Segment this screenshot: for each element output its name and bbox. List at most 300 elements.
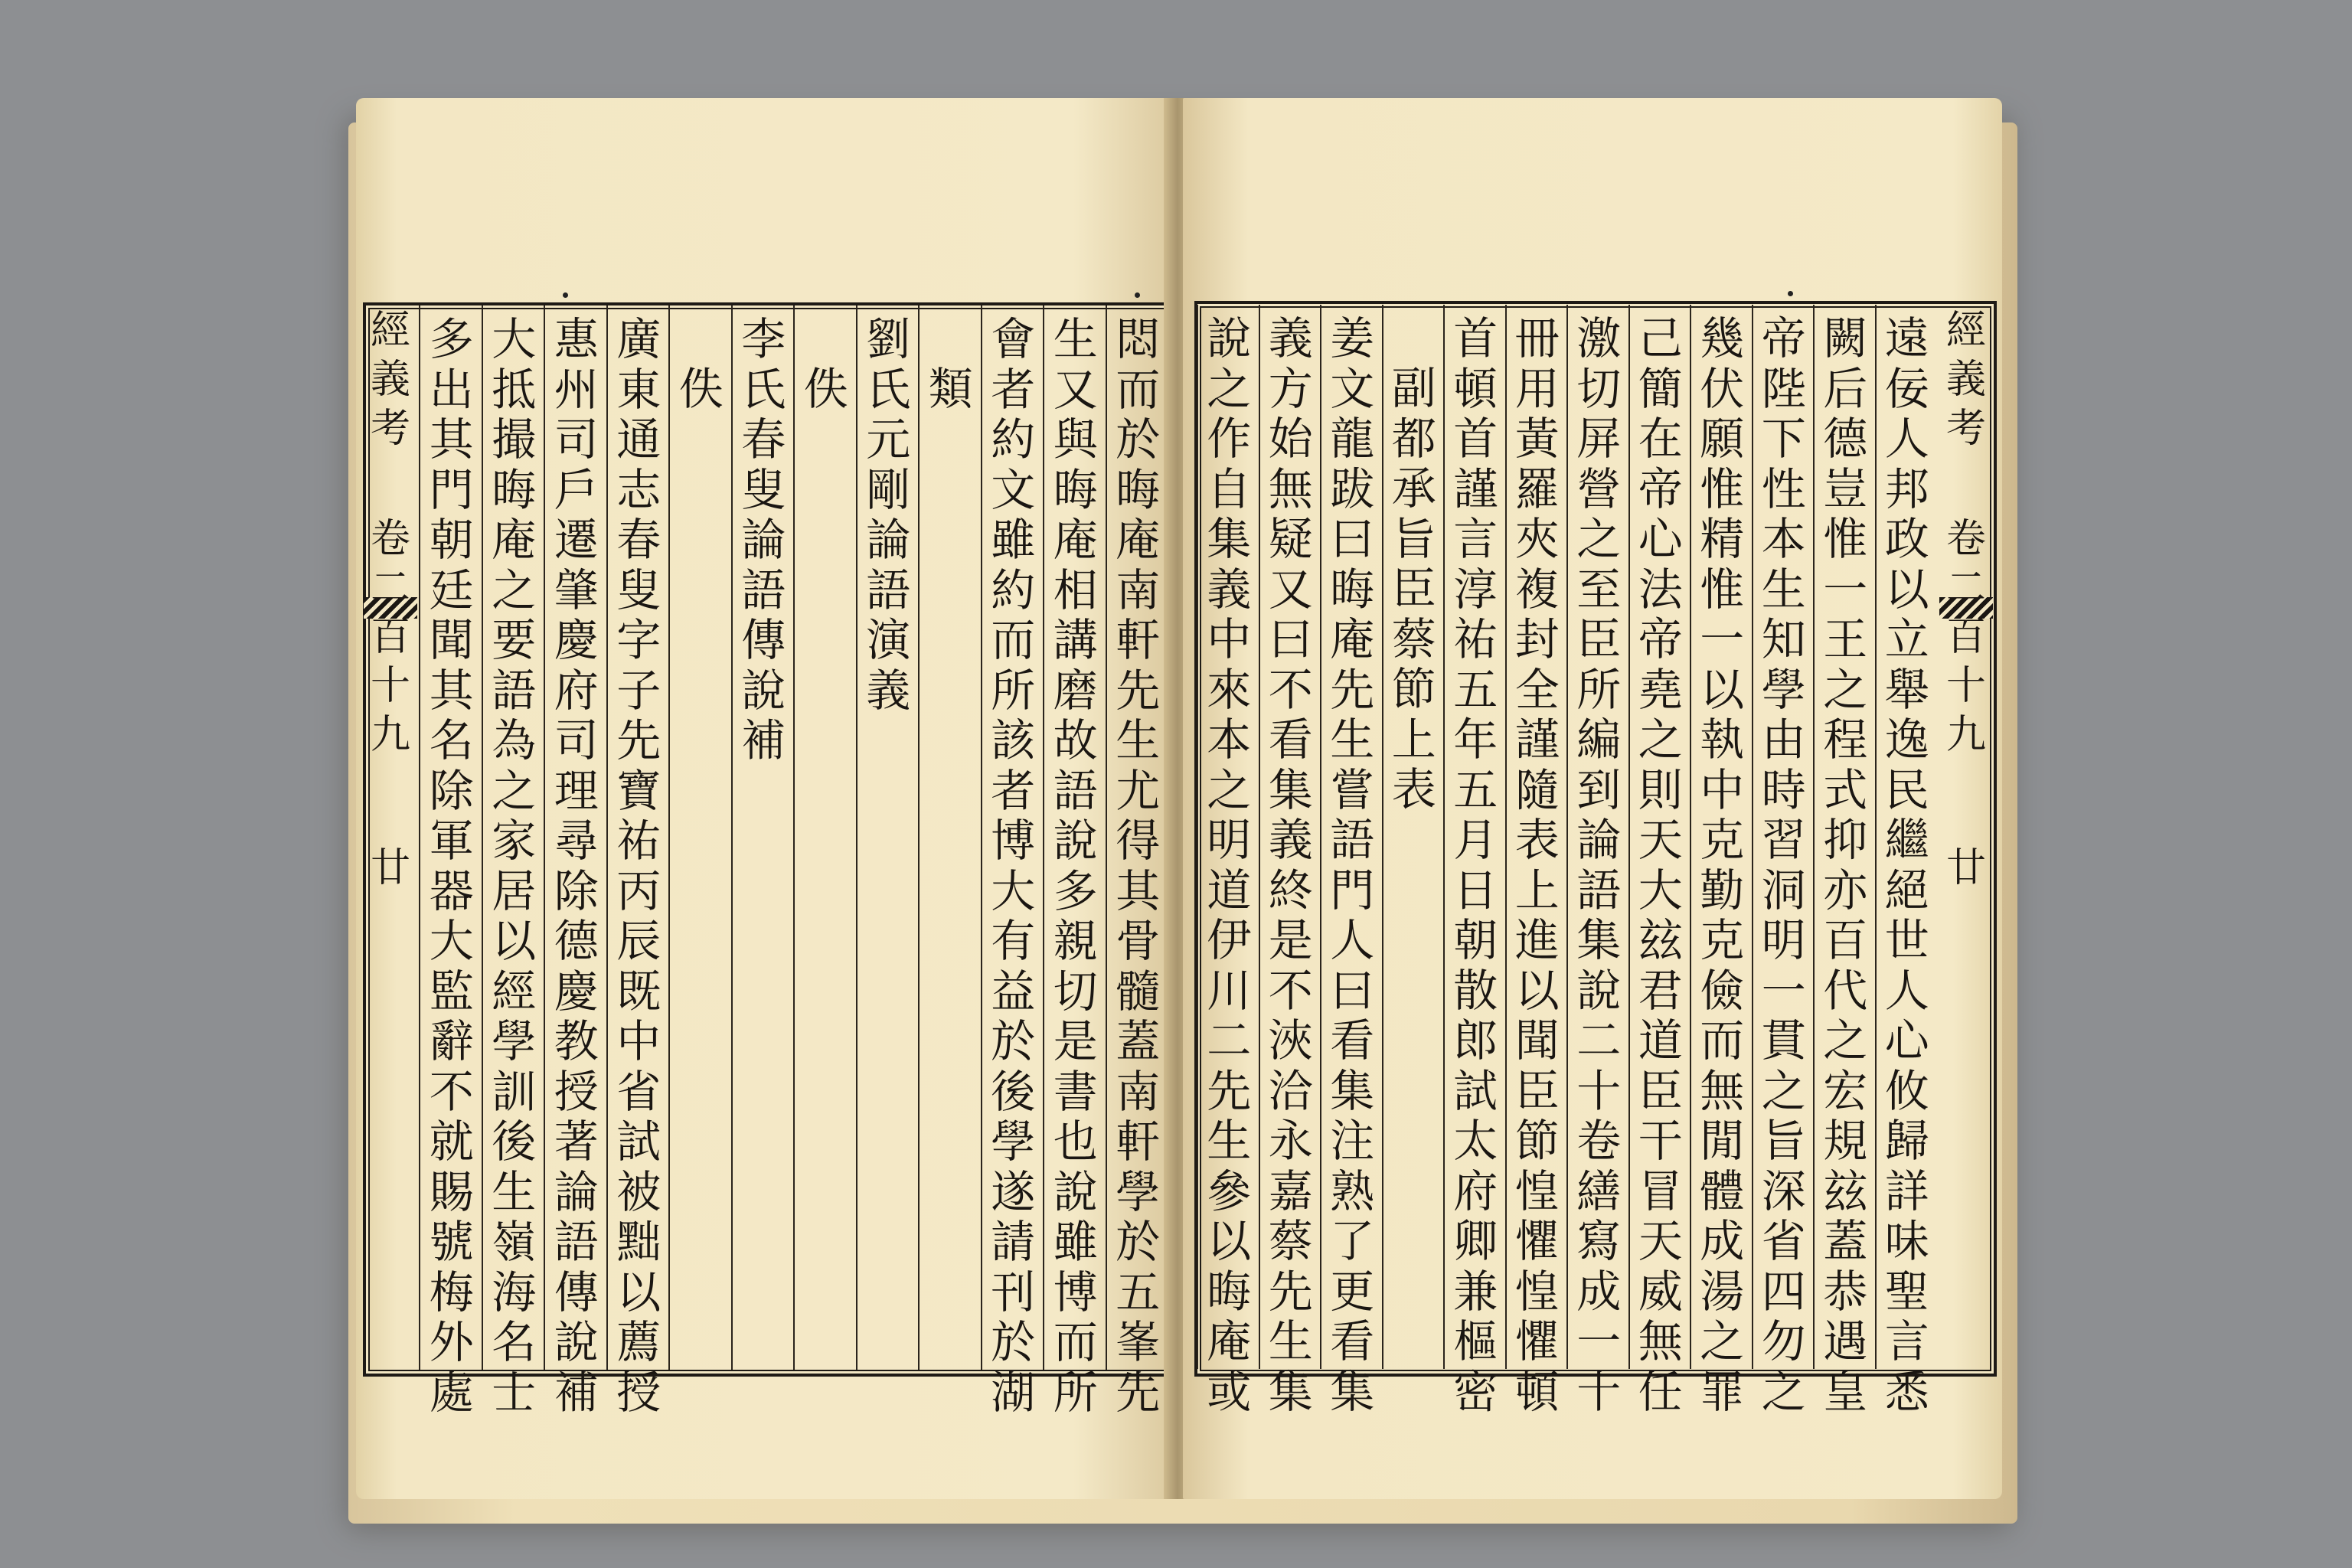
text-char: 大 xyxy=(991,864,1036,917)
text-char: 臣 xyxy=(1514,1064,1560,1117)
text-char: 寫 xyxy=(1576,1215,1622,1267)
text-char: 式 xyxy=(1823,763,1868,816)
text-char: 之 xyxy=(1823,663,1868,716)
text-char: 心 xyxy=(1638,513,1683,565)
text-char: 說 xyxy=(1576,964,1622,1017)
text-char: 上 xyxy=(1391,713,1436,766)
text-char: 來 xyxy=(1207,663,1252,716)
text-char: 論 xyxy=(741,514,786,566)
text-char: 則 xyxy=(1638,763,1683,816)
text-char: 氏 xyxy=(741,363,786,416)
text-char: 編 xyxy=(1576,714,1622,766)
text-char: 該 xyxy=(991,714,1036,766)
text-char: 刊 xyxy=(991,1266,1036,1318)
text-char: 五 xyxy=(1453,763,1498,816)
text-char: 論 xyxy=(1576,814,1622,866)
right-page xyxy=(1183,98,2002,1499)
text-char: 多 xyxy=(429,313,474,365)
text-char: 語 xyxy=(1576,864,1622,916)
text-char: 一 xyxy=(1576,1315,1622,1367)
text-char: 熟 xyxy=(1330,1165,1375,1217)
margin-char: 義 xyxy=(1945,357,1986,403)
text-char: 出 xyxy=(429,363,474,416)
left-page xyxy=(356,98,1171,1499)
text-char: 得 xyxy=(1116,815,1161,867)
text-char: 集 xyxy=(1330,1365,1375,1418)
text-char: 叟 xyxy=(616,564,662,616)
text-char: 文 xyxy=(991,463,1036,516)
text-char: 故 xyxy=(1053,714,1098,766)
column-rule xyxy=(918,305,920,1370)
text-char: 後 xyxy=(991,1065,1036,1118)
text-char: 氏 xyxy=(866,363,911,416)
text-char: 洞 xyxy=(1761,864,1806,916)
text-char: 下 xyxy=(1761,413,1806,465)
text-char: 廷 xyxy=(429,564,474,616)
text-char: 要 xyxy=(492,614,537,666)
text-char: 散 xyxy=(1453,964,1498,1017)
text-char: 為 xyxy=(492,714,537,766)
text-char: 監 xyxy=(429,965,474,1018)
text-char: 之 xyxy=(492,764,537,817)
text-char: 節 xyxy=(1514,1115,1560,1167)
text-char: 先 xyxy=(1116,1366,1161,1419)
text-char: 博 xyxy=(1053,1266,1098,1318)
text-char: 所 xyxy=(1053,1366,1098,1419)
text-char: 佚 xyxy=(678,363,724,415)
text-char: 遂 xyxy=(991,1165,1036,1218)
text-char: 慶 xyxy=(554,614,599,666)
text-char: 類 xyxy=(928,363,973,415)
text-char: 先 xyxy=(616,714,662,766)
text-char: 請 xyxy=(991,1216,1036,1268)
text-char: 門 xyxy=(1330,864,1375,916)
text-char: 於 xyxy=(1116,1216,1161,1268)
text-char: 所 xyxy=(1576,663,1622,716)
text-char: 切 xyxy=(1053,965,1098,1018)
margin-char: 九 xyxy=(370,712,410,758)
text-char: 習 xyxy=(1761,814,1806,866)
text-char: 李 xyxy=(741,313,786,365)
text-char: 其 xyxy=(429,664,474,717)
text-char: 聞 xyxy=(429,614,474,666)
text-char: 玆 xyxy=(1823,1165,1868,1217)
text-char: 頓 xyxy=(1453,362,1498,415)
text-char: 訓 xyxy=(492,1065,537,1118)
text-char: 營 xyxy=(1576,462,1622,515)
margin-char: 考 xyxy=(370,406,410,452)
text-char: 以 xyxy=(1700,663,1745,716)
text-char: 之 xyxy=(1638,714,1683,766)
text-char: 明 xyxy=(1207,814,1252,866)
text-char: 日 xyxy=(1453,864,1498,916)
text-column xyxy=(1815,314,1877,1417)
right-page-dot xyxy=(1788,291,1793,296)
text-char: 磨 xyxy=(1053,664,1098,717)
text-char: 用 xyxy=(1514,362,1560,415)
text-char: 節 xyxy=(1391,663,1436,715)
text-char: 晦 xyxy=(1116,463,1161,516)
text-column xyxy=(1260,314,1322,1417)
text-char: 明 xyxy=(1761,914,1806,966)
text-char: 惶 xyxy=(1514,1165,1560,1217)
text-char: 堯 xyxy=(1638,663,1683,716)
text-char: 太 xyxy=(1453,1115,1498,1167)
text-char: 法 xyxy=(1638,563,1683,616)
text-char: 封 xyxy=(1514,613,1560,665)
text-char: 更 xyxy=(1330,1265,1375,1318)
text-column xyxy=(1107,315,1170,1418)
text-char: 屏 xyxy=(1576,413,1622,465)
text-char: 看 xyxy=(1330,1315,1375,1367)
text-char: 終 xyxy=(1268,864,1313,916)
text-char: 補 xyxy=(554,1366,599,1419)
text-char: 後 xyxy=(492,1116,537,1168)
text-char: 名 xyxy=(429,714,474,766)
text-char: 之 xyxy=(1700,1315,1745,1367)
text-char: 由 xyxy=(1761,714,1806,766)
text-char: 庵 xyxy=(492,514,537,566)
text-char: 先 xyxy=(1330,663,1375,716)
text-char: 深 xyxy=(1761,1165,1806,1217)
text-char: 切 xyxy=(1576,362,1622,415)
text-char: 年 xyxy=(1453,714,1498,766)
text-char: 南 xyxy=(1116,1065,1161,1118)
text-char: 先 xyxy=(1207,1064,1252,1117)
text-column xyxy=(1753,314,1815,1417)
text-char: 元 xyxy=(866,413,911,466)
text-char: 旨 xyxy=(1761,1115,1806,1167)
text-char: 子 xyxy=(616,664,662,717)
text-char: 道 xyxy=(1207,864,1252,916)
text-column xyxy=(858,315,920,716)
text-char: 時 xyxy=(1761,763,1806,816)
text-char: 通 xyxy=(616,413,662,466)
text-char: 之 xyxy=(1823,1014,1868,1067)
text-char: 之 xyxy=(1761,1365,1806,1418)
text-char: 辭 xyxy=(429,1015,474,1067)
text-char: 姜 xyxy=(1330,312,1375,364)
text-char: 惶 xyxy=(1514,1265,1560,1318)
text-char: 司 xyxy=(554,413,599,466)
text-char: 帝 xyxy=(1638,613,1683,665)
text-char: 蔡 xyxy=(1268,1215,1313,1267)
text-char: 性 xyxy=(1761,462,1806,515)
text-char: 淳 xyxy=(1453,563,1498,616)
text-char: 言 xyxy=(1884,1315,1929,1367)
text-char: 先 xyxy=(1268,1265,1313,1318)
text-char: 佚 xyxy=(803,363,848,415)
text-char: 不 xyxy=(1268,663,1313,716)
text-char: 規 xyxy=(1823,1115,1868,1167)
text-char: 軒 xyxy=(1116,614,1161,666)
text-char: 處 xyxy=(429,1366,474,1419)
text-char: 夾 xyxy=(1514,513,1560,565)
text-char: 名 xyxy=(492,1316,537,1368)
text-char: 約 xyxy=(991,413,1036,466)
text-char: 於 xyxy=(1116,413,1161,466)
text-char: 遇 xyxy=(1823,1315,1868,1367)
text-char: 跋 xyxy=(1330,462,1375,515)
text-char: 語 xyxy=(741,564,786,616)
text-char: 朝 xyxy=(1453,914,1498,966)
text-char: 精 xyxy=(1700,513,1745,565)
text-char: 剛 xyxy=(866,463,911,516)
text-char: 十 xyxy=(1576,1064,1622,1117)
text-column xyxy=(1383,364,1446,815)
text-char: 省 xyxy=(1761,1215,1806,1267)
text-char: 至 xyxy=(1576,563,1622,616)
text-char: 之 xyxy=(1761,1064,1806,1117)
margin-char: 經 xyxy=(1945,308,1986,354)
text-char: 旨 xyxy=(1391,512,1436,565)
text-char: 伏 xyxy=(1700,362,1745,415)
text-char: 親 xyxy=(1053,915,1098,967)
text-char: 而 xyxy=(1116,363,1161,416)
text-char: 世 xyxy=(1884,914,1929,966)
text-char: 生 xyxy=(492,1165,537,1218)
text-char: 丙 xyxy=(616,864,662,917)
text-char: 抵 xyxy=(492,363,537,416)
text-char: 勿 xyxy=(1761,1315,1806,1367)
text-char: 宏 xyxy=(1823,1064,1868,1117)
text-char: 骨 xyxy=(1116,915,1161,967)
text-char: 體 xyxy=(1700,1165,1745,1217)
text-char: 勤 xyxy=(1700,864,1745,916)
text-char: 集 xyxy=(1268,1365,1313,1418)
text-char: 一 xyxy=(1700,613,1745,665)
text-char: 全 xyxy=(1514,663,1560,716)
text-char: 貫 xyxy=(1761,1014,1806,1067)
text-char: 以 xyxy=(492,915,537,967)
text-char: 說 xyxy=(554,1316,599,1368)
text-char: 學 xyxy=(1116,1165,1161,1218)
text-char: 蔡 xyxy=(1391,612,1436,665)
text-char: 叟 xyxy=(741,463,786,516)
text-column xyxy=(1198,314,1260,1417)
text-char: 大 xyxy=(1638,864,1683,916)
margin-char: 卷 xyxy=(1945,516,1986,562)
text-char: 副 xyxy=(1391,362,1436,414)
margin-char: 經 xyxy=(370,308,410,354)
text-column xyxy=(545,315,608,1418)
text-char: 惟 xyxy=(1700,563,1745,616)
text-char: 十 xyxy=(1576,1365,1622,1418)
text-char: 說 xyxy=(1207,312,1252,364)
text-char: 學 xyxy=(492,1015,537,1067)
text-char: 生 xyxy=(1268,1315,1313,1367)
text-char: 語 xyxy=(492,664,537,717)
text-char: 授 xyxy=(616,1366,662,1419)
text-char: 黜 xyxy=(616,1216,662,1268)
text-char: 始 xyxy=(1268,413,1313,465)
text-char: 以 xyxy=(1884,563,1929,616)
text-char: 密 xyxy=(1453,1365,1498,1418)
text-char: 立 xyxy=(1884,613,1929,665)
text-char: 作 xyxy=(1207,413,1252,465)
text-char: 君 xyxy=(1638,964,1683,1017)
text-char: 德 xyxy=(1823,413,1868,465)
margin-char: 廿 xyxy=(370,845,410,891)
text-char: 遷 xyxy=(554,514,599,566)
text-char: 廣 xyxy=(616,313,662,365)
text-char: 代 xyxy=(1823,964,1868,1017)
text-char: 除 xyxy=(429,764,474,817)
text-column xyxy=(1445,314,1507,1417)
text-char: 所 xyxy=(991,664,1036,717)
text-char: 多 xyxy=(1053,864,1098,917)
text-char: 佞 xyxy=(1884,362,1929,415)
text-char: 成 xyxy=(1576,1265,1622,1318)
text-char: 試 xyxy=(616,1116,662,1168)
margin-char: 十 xyxy=(370,663,410,709)
text-char: 軍 xyxy=(429,815,474,867)
text-char: 伊 xyxy=(1207,914,1252,966)
text-char: 在 xyxy=(1638,413,1683,465)
text-char: 字 xyxy=(616,614,662,666)
text-char: 經 xyxy=(492,965,537,1018)
text-char: 也 xyxy=(1053,1116,1098,1168)
text-char: 不 xyxy=(429,1065,474,1118)
text-char: 者 xyxy=(991,363,1036,416)
text-char: 到 xyxy=(1576,763,1622,816)
text-char: 懼 xyxy=(1514,1315,1560,1367)
text-char: 或 xyxy=(1207,1365,1252,1418)
text-char: 表 xyxy=(1514,814,1560,866)
left-margin-title xyxy=(364,306,417,893)
text-char: 文 xyxy=(1330,362,1375,415)
text-char: 帝 xyxy=(1638,462,1683,515)
text-char: 帝 xyxy=(1761,312,1806,364)
text-char: 論 xyxy=(554,1165,599,1218)
text-char: 都 xyxy=(1391,412,1436,465)
text-char: 道 xyxy=(1638,1014,1683,1067)
text-char: 學 xyxy=(1761,663,1806,716)
text-char: 又 xyxy=(1053,363,1098,416)
text-char: 髓 xyxy=(1116,965,1161,1018)
text-char: 以 xyxy=(1207,1215,1252,1267)
text-char: 門 xyxy=(429,463,474,516)
margin-char: 二 xyxy=(1945,565,1986,611)
text-char: 無 xyxy=(1638,1315,1683,1367)
column-rule xyxy=(793,305,795,1370)
text-char: 恭 xyxy=(1823,1265,1868,1318)
text-char: 皇 xyxy=(1823,1365,1868,1418)
text-char: 而 xyxy=(1053,1316,1098,1368)
text-char: 湯 xyxy=(1700,1265,1745,1318)
margin-char: 十 xyxy=(1945,663,1986,709)
text-char: 府 xyxy=(1453,1165,1498,1217)
text-char: 首 xyxy=(1453,413,1498,465)
text-char: 晦 xyxy=(1053,463,1098,516)
text-char: 人 xyxy=(1884,413,1929,465)
text-char: 后 xyxy=(1823,362,1868,415)
text-column xyxy=(733,315,795,766)
text-char: 是 xyxy=(1053,1015,1098,1067)
text-column xyxy=(795,364,858,415)
text-char: 川 xyxy=(1207,964,1252,1017)
text-char: 書 xyxy=(1053,1065,1098,1118)
text-char: 一 xyxy=(1823,563,1868,616)
text-char: 辰 xyxy=(616,915,662,967)
text-char: 曰 xyxy=(1268,613,1313,665)
text-char: 省 xyxy=(616,1065,662,1118)
text-char: 庵 xyxy=(1330,613,1375,665)
text-char: 與 xyxy=(1053,413,1098,466)
text-char: 無 xyxy=(1268,462,1313,515)
text-char: 克 xyxy=(1700,914,1745,966)
text-char: 其 xyxy=(429,413,474,466)
text-char: 庵 xyxy=(1053,514,1098,566)
text-char: 隨 xyxy=(1514,763,1560,816)
text-char: 嘗 xyxy=(1330,763,1375,816)
text-char: 知 xyxy=(1761,613,1806,665)
text-char: 激 xyxy=(1576,312,1622,364)
text-char: 既 xyxy=(616,965,662,1018)
text-char: 士 xyxy=(492,1366,537,1419)
text-char: 本 xyxy=(1207,714,1252,766)
text-char: 詳 xyxy=(1884,1165,1929,1217)
text-char: 生 xyxy=(1761,563,1806,616)
text-column xyxy=(1877,314,1939,1417)
text-char: 樞 xyxy=(1453,1315,1498,1367)
text-char: 是 xyxy=(1268,914,1313,966)
text-char: 豈 xyxy=(1823,462,1868,515)
text-char: 闕 xyxy=(1823,312,1868,364)
text-char: 祐 xyxy=(1453,613,1498,665)
text-char: 講 xyxy=(1053,614,1098,666)
text-char: 心 xyxy=(1884,1014,1929,1067)
text-char: 無 xyxy=(1700,1064,1745,1117)
text-char: 者 xyxy=(991,764,1036,817)
text-char: 進 xyxy=(1514,914,1560,966)
text-char: 慶 xyxy=(554,965,599,1018)
text-char: 試 xyxy=(1453,1064,1498,1117)
text-char: 抑 xyxy=(1823,814,1868,866)
text-char: 語 xyxy=(866,564,911,616)
text-char: 之 xyxy=(492,564,537,616)
text-char: 語 xyxy=(1330,814,1375,866)
text-char: 尤 xyxy=(1116,764,1161,817)
text-char: 己 xyxy=(1638,312,1683,364)
text-char: 謹 xyxy=(1514,714,1560,766)
text-char: 被 xyxy=(616,1165,662,1218)
text-column xyxy=(982,315,1045,1418)
text-char: 晦 xyxy=(1330,563,1375,616)
left-page-dot xyxy=(1135,292,1140,298)
text-char: 不 xyxy=(1268,964,1313,1017)
text-char: 州 xyxy=(554,363,599,416)
text-char: 克 xyxy=(1700,814,1745,866)
text-char: 悶 xyxy=(1116,313,1161,365)
text-column xyxy=(1321,314,1383,1417)
text-char: 臣 xyxy=(1391,563,1436,615)
margin-char: 九 xyxy=(1945,712,1986,758)
text-char: 卿 xyxy=(1453,1215,1498,1267)
text-char: 博 xyxy=(991,815,1036,867)
text-char: 看 xyxy=(1268,714,1313,766)
text-char: 雖 xyxy=(991,514,1036,566)
text-char: 曰 xyxy=(1330,964,1375,1017)
text-char: 兼 xyxy=(1453,1265,1498,1318)
text-column xyxy=(483,315,546,1418)
text-char: 遠 xyxy=(1884,312,1929,364)
text-char: 任 xyxy=(1638,1365,1683,1418)
text-char: 儉 xyxy=(1700,964,1745,1017)
text-char: 傳 xyxy=(741,614,786,666)
margin-char: 卷 xyxy=(370,516,410,562)
text-column xyxy=(1630,314,1692,1417)
